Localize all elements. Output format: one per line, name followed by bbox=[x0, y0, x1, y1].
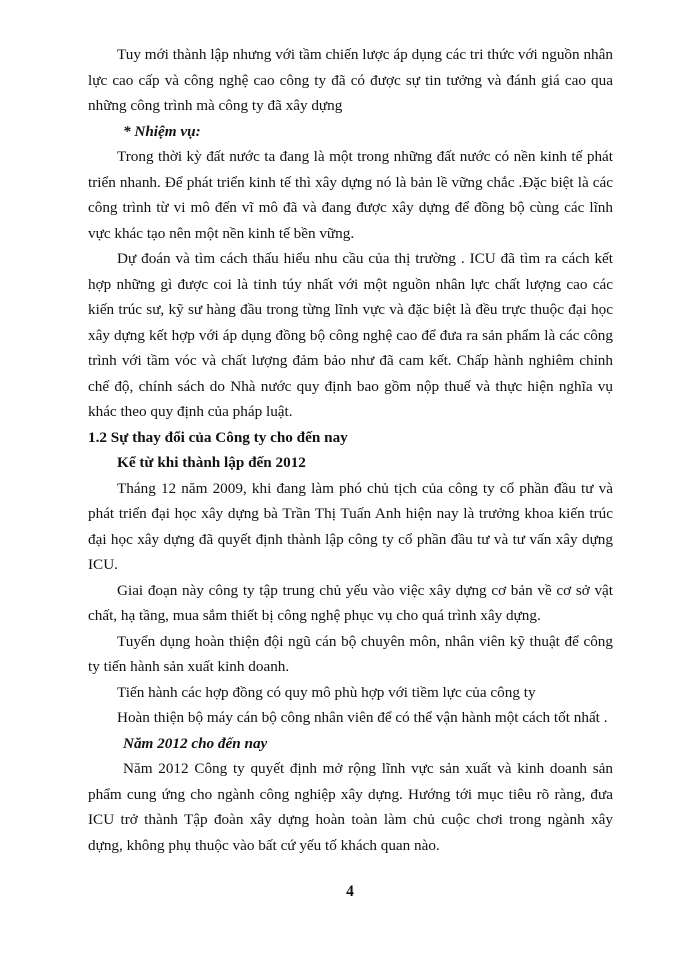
paragraph-mission-1: Trong thời kỳ đất nước ta đang là một trong những đất nước có nền kinh tế phát triển nhanh. Để phát triển kinh tế thì xây dựng nó là bản lề vững chắc .Đặc biệt là các công trình từ vi mô đến vĩ mô đã và đang được xây dựng để đồng bộ cùng các lĩnh vực khác tạo nên một nền kinh tế bền vững. bbox=[88, 148, 613, 242]
mission-heading: * Nhiệm vụ: bbox=[123, 122, 201, 140]
paragraph-period-2-1: Năm 2012 Công ty quyết định mở rộng lĩnh vực sản xuất và kinh doanh sản phẩm cung ứng cho ngành công nghiệp xây dựng. Hướng tới mục tiêu rõ ràng, đưa ICU trở thành Tập đoàn xây dựng hoàn toàn làm chủ cuộc chơi trong ngành xây dựng, không phụ thuộc vào bất cứ yếu tố khách quan nào. bbox=[88, 760, 613, 854]
paragraph-mission-2: Dự đoán và tìm cách thấu hiểu nhu cầu của thị trường . ICU đã tìm ra cách kết hợp những gì được coi là tinh túy nhất với một nguồn nhân lực chất lượng cao các kiến trúc sư, kỹ sư hàng đầu trong từng lĩnh vực và đặc biệt là đều trực thuộc đại học xây dựng kết hợp với áp dụng đồng bộ công nghệ cao để đưa ra sản phẩm là các công trình với tầm vóc và chất lượng đảm bảo như đã cam kết. Chấp hành nghiêm chỉnh chế độ, chính sách do Nhà nước quy định bao gồm nộp thuế và thực hiện nghĩa vụ khác theo quy định của pháp luật. bbox=[88, 250, 613, 420]
period-1-heading: Kể từ khi thành lập đến 2012 bbox=[117, 454, 306, 471]
page-number: 4 bbox=[346, 883, 354, 900]
document-body bbox=[88, 42, 613, 858]
paragraph-period-1-4: Tiến hành các hợp đồng có quy mô phù hợp với tiềm lực của công ty bbox=[117, 683, 536, 701]
paragraph-period-1-3: Tuyển dụng hoàn thiện đội ngũ cán bộ chuyên môn, nhân viên kỹ thuật để công ty tiến hành sản xuất kinh doanh. bbox=[88, 632, 613, 675]
paragraph-period-1-5: Hoàn thiện bộ máy cán bộ công nhân viên để có thể vận hành một cách tốt nhất . bbox=[117, 709, 608, 726]
paragraph-intro: Tuy mới thành lập nhưng với tầm chiến lược áp dụng các tri thức với nguồn nhân lực cao cấp và công nghệ cao công ty đã có được sự tin tưởng và đánh giá cao qua những công trình mà công ty đã xây dựng bbox=[88, 46, 613, 114]
period-2-heading: Năm 2012 cho đến nay bbox=[123, 734, 268, 752]
section-heading: 1.2 Sự thay đổi của Công ty cho đến nay bbox=[88, 428, 348, 446]
paragraph-period-1-1: Tháng 12 năm 2009, khi đang làm phó chủ tịch của công ty cổ phần đầu tư và phát triển đại học xây dựng bà Trần Thị Tuấn Anh hiện nay là trưởng khoa kiến trúc đại học xây dựng đã quyết định thành lập công ty cổ phần đầu tư và tư vấn xây dựng ICU. bbox=[88, 479, 613, 573]
paragraph-period-1-2: Giai đoạn này công ty tập trung chủ yếu vào việc xây dựng cơ bản về cơ sở vật chất, hạ tầng, mua sắm thiết bị công nghệ phục vụ cho quá trình xây dựng. bbox=[88, 581, 613, 624]
